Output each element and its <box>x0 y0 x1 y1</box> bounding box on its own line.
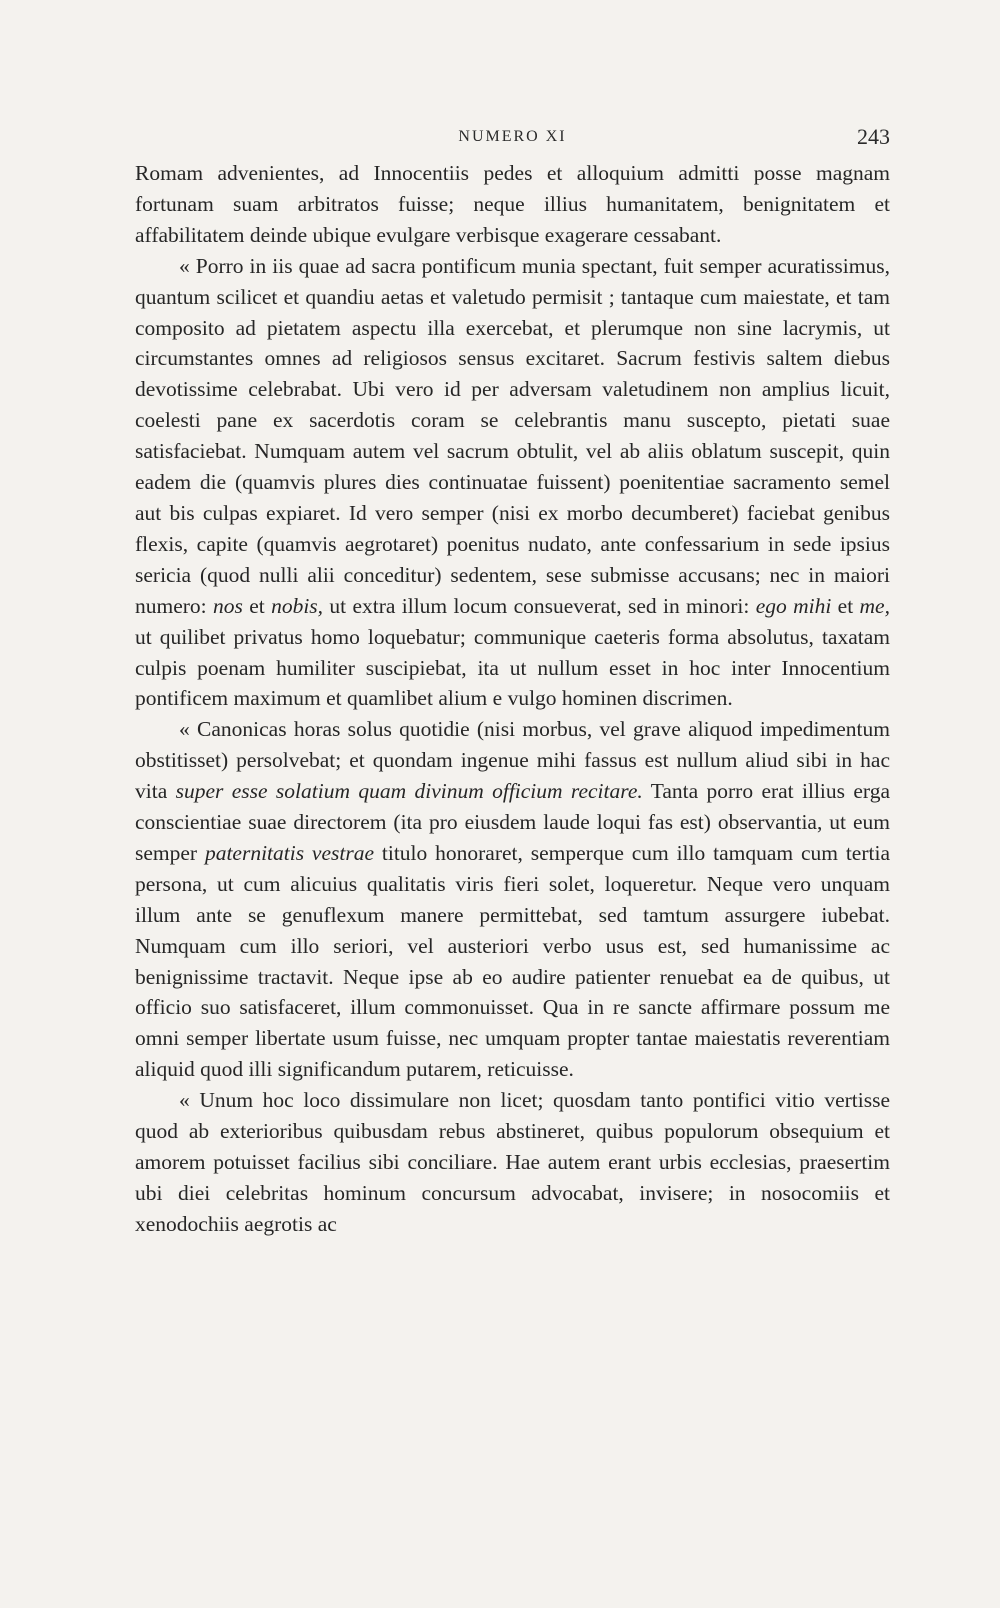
text-run: ut extra illum locum consueverat, sed in minori: <box>323 593 756 618</box>
text-run: « Canonicas horas solus quotidie (nisi morbus, vel grave aliquod impedimentum obstitisset) persolvebat; et quondam ingenue mihi fassus est nullum aliud sibi in hac vita <box>135 717 890 804</box>
text-run: « Porro in iis quae ad sacra pontificum munia spectant, fuit semper acuratissimus, quantum scilicet et quandiu aetas et valetudo permisit ; tantaque cum maiestate, et tam composito ad pietatem aspectu illa exercebat, et plerumque non sine lacrymis, ut circumstantes omnes ad religiosos sensus excitaret. Sacrum festivis saltem diebus devotissime celebrabat. Ubi vero id per adversam valetudinem non amplius licuit, coelesti pane ex sacerdotis coram se celebrantis manu suscepto, pietati suae satisfaciebat. Numquam autem vel sacrum obtulit, vel ab aliis oblatum suscepit, quin eadem die (quamvis plures dies continuatae fuissent) poenitentiae sacramento semel aut bis culpas expiaret. Id vero semper (nisi ex morbo decumberet) faciebat genibus flexis, capite (quamvis aegrotaret) poenitus nudato, ante confessarium in sede ipsius sericia (quod nulli alii conceditur) sedentem, sese submisse accusans; nec in maiori numero: <box>135 253 890 618</box>
text-run: « Unum hoc loco dissimulare non licet; quosdam tanto pontifici vitio vertisse quod ab exterioribus quibusdam rebus abstineret, quibus populorum obsequium et amorem potuisset facilius sibi conciliare. Hae autem erant urbis ecclesias, praesertim ubi diei celebritas hominum concursum advocabat, invisere; in nosocomiis et xenodochiis aegrotis ac <box>135 1088 890 1236</box>
text-run: Tanta porro erat illius erga conscientiae suae directorem (ita pro eiusdem laude loqui fas est) observantia, ut eum semper <box>135 779 890 865</box>
running-title: NUMERO XI <box>458 128 567 145</box>
italic-text: ego mihi <box>755 593 832 618</box>
text-run: Romam advenientes, ad Innocentiis pedes et alloquium admitti posse magnam fortunam suam arbitratos fuisse; neque illius humanitatem, benignitatem et affabilitatem deinde ubique evulgare verbisque exagerare cessabant. <box>135 161 890 247</box>
text-run: titulo honoraret, semperque cum illo tamquam cum tertia persona, ut cum alicuius qualitatis viris fieri solet, loqueretur. Neque vero unquam illum ante se genuflexum manere permittebat, sed tamtum assurgere iubebat. Numquam cum illo seriori, vel austeriori verbo usus est, sed humanissime ac benignissime tractavit. Neque ipse ab eo audire patienter renuebat ea de quibus, ut officio suo satisfaceret, illum commonuisset. Qua in re sancte affirmare possum me omni semper libertate usum fuisse, nec umquam propter tantae maiestatis reverentiam aliquid quod illi significandum putarem, reticuisse. <box>135 840 890 1082</box>
italic-text: super esse solatium quam divinum officium recitare. <box>175 779 643 804</box>
text-run: ut quilibet privatus homo loquebatur; communique caeteris forma absolutus, taxatam culpis poenam humiliter suscipiebat, ita ut nullum esset in hoc inter Innocentium pontificem maximum et quamlibet alium e vulgo hominen discrimen. <box>135 624 890 711</box>
italic-text: me, <box>859 593 890 618</box>
paragraph <box>135 1085 890 1240</box>
page-number: 243 <box>857 124 890 149</box>
italic-text: nobis, <box>271 593 324 618</box>
paragraph <box>135 158 890 251</box>
body-text <box>135 158 890 1240</box>
paragraph <box>135 251 890 715</box>
italic-text: nos <box>213 593 243 618</box>
text-run: et <box>831 593 860 618</box>
paragraph <box>135 714 890 1085</box>
text-run: et <box>242 593 272 618</box>
italic-text: paternitatis vestrae <box>204 840 375 865</box>
running-head <box>135 124 890 150</box>
